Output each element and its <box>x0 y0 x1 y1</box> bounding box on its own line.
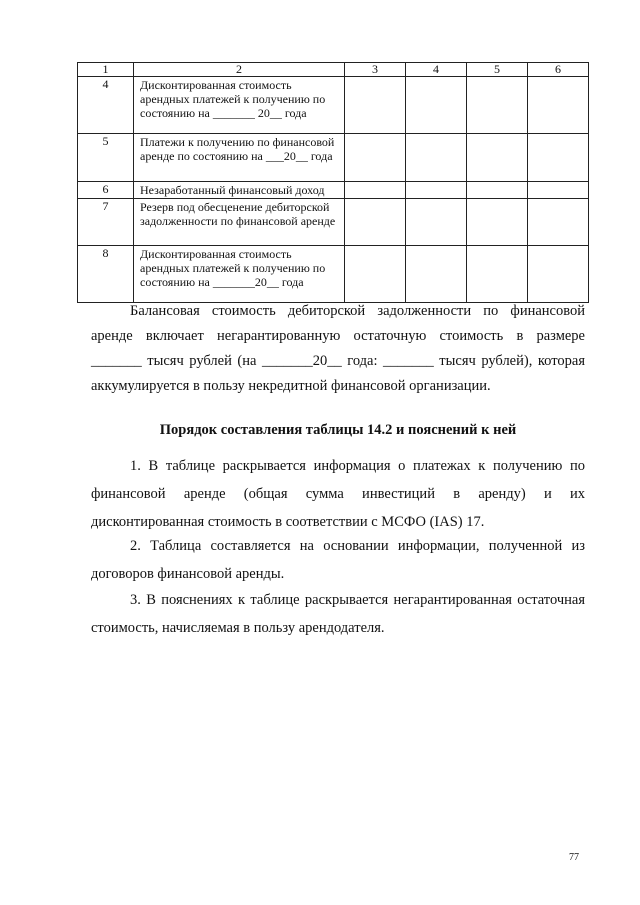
table-cell <box>345 77 406 134</box>
text-line: аренде включает негарантированную остаточную стоимость в размере <box>91 328 585 344</box>
row-number: 6 <box>78 182 134 199</box>
text-line: _______ тысяч рублей (на _______20__ года: _______ тысяч рублей), которая <box>91 353 585 369</box>
table-cell <box>406 77 467 134</box>
instruction-item-2 <box>91 534 585 587</box>
table-cell <box>528 77 589 134</box>
table-cell <box>528 134 589 182</box>
header-cell: 4 <box>406 63 467 77</box>
text-line: стоимость, начисляемая в пользу арендодателя. <box>91 620 385 636</box>
table-row <box>78 134 589 182</box>
table-cell <box>406 182 467 199</box>
table-cell <box>406 246 467 303</box>
row-label: Дисконтированная стоимость арендных платежей к получению по состоянию на _______20__ года <box>134 246 345 303</box>
table-cell <box>406 199 467 246</box>
text-line: 3. В пояснениях к таблице раскрывается негарантированная остаточная <box>130 592 585 608</box>
table-cell <box>345 199 406 246</box>
table-row <box>78 182 589 199</box>
text-line: 1. В таблице раскрывается информация о платежах к получению по <box>130 458 585 474</box>
text-line: Балансовая стоимость дебиторской задолженности по финансовой <box>130 303 585 319</box>
section-heading: Порядок составления таблицы 14.2 и пояснений к ней <box>159 422 517 438</box>
table-row <box>78 77 589 134</box>
text-line: 2. Таблица составляется на основании информации, полученной из <box>130 538 585 554</box>
header-cell: 3 <box>345 63 406 77</box>
table-cell <box>345 134 406 182</box>
text-line: финансовой аренде (общая сумма инвестиций в аренду) и их <box>91 486 585 502</box>
row-label: Незаработанный финансовый доход <box>134 182 345 199</box>
table-cell <box>528 182 589 199</box>
table-cell <box>467 134 528 182</box>
table-cell <box>528 199 589 246</box>
row-number: 5 <box>78 134 134 182</box>
row-number: 4 <box>78 77 134 134</box>
text-line: аккумулируется в пользу некредитной финансовой организации. <box>91 378 491 394</box>
header-cell: 6 <box>528 63 589 77</box>
instruction-item-1 <box>91 454 585 535</box>
row-label: Резерв под обесценение дебиторской задолженности по финансовой аренде <box>134 199 345 246</box>
page-number: 77 <box>569 852 579 863</box>
table-cell <box>406 134 467 182</box>
table-cell <box>345 182 406 199</box>
text-line: дисконтированная стоимость в соответствии с МСФО (IAS) 17. <box>91 514 485 530</box>
row-number: 8 <box>78 246 134 303</box>
table-cell <box>467 182 528 199</box>
row-label: Дисконтированная стоимость арендных платежей к получению по состоянию на _______ 20__ года <box>134 77 345 134</box>
row-number: 7 <box>78 199 134 246</box>
table-header-row <box>78 63 589 77</box>
instruction-item-3 <box>91 588 585 641</box>
text-line: договоров финансовой аренды. <box>91 566 285 582</box>
table-row <box>78 246 589 303</box>
table-cell <box>528 246 589 303</box>
row-label: Платежи к получению по финансовой аренде по состоянию на ___20__ года <box>134 134 345 182</box>
disclosure-table <box>77 62 589 303</box>
header-cell: 2 <box>134 63 345 77</box>
header-cell: 1 <box>78 63 134 77</box>
table-cell <box>467 77 528 134</box>
table-cell <box>467 199 528 246</box>
header-cell: 5 <box>467 63 528 77</box>
table-cell <box>345 246 406 303</box>
table-cell <box>467 246 528 303</box>
balance-paragraph <box>91 299 585 399</box>
table-row <box>78 199 589 246</box>
